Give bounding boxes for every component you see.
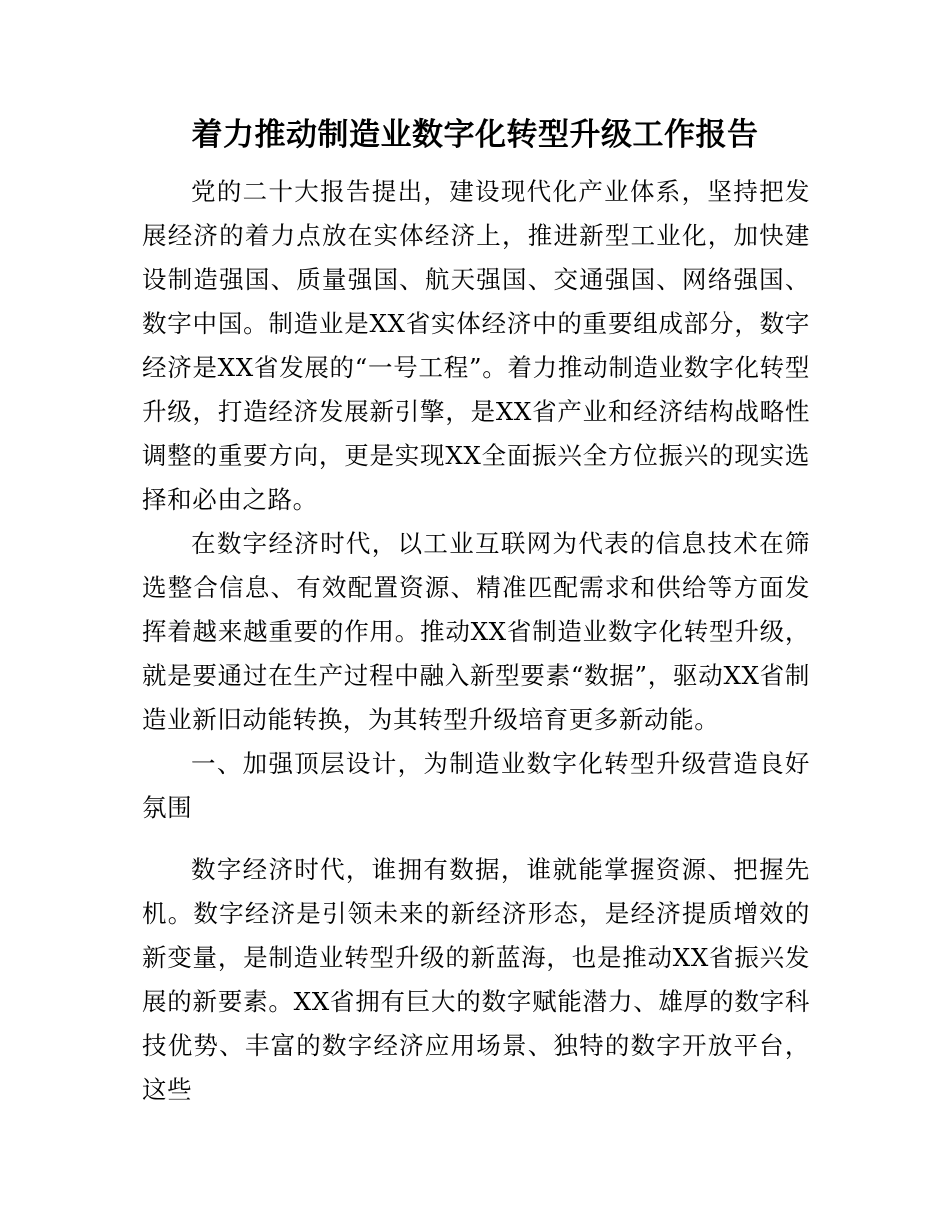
paragraph-data-resources: 数字经济时代，谁拥有数据，谁就能掌握资源、把握先机。数字经济是引领未来的新经济形态，是经济提质增效的新变量，是制造业转型升级的新蓝海，也是推动XX省振兴发展的新要素。XX省拥有巨大的数字赋能潜力、雄厚的数字科技优势、丰富的数字经济应用场景、独特的数字开放平台，这些 bbox=[142, 855, 810, 1104]
paragraph-intro: 党的二十大报告提出，建设现代化产业体系，坚持把发展经济的着力点放在实体经济上，推进新型工业化，加快建设制造强国、质量强国、航天强国、交通强国、网络强国、数字中国。制造业是XX省实体经济中的重要组成部分，数字经济是XX省发展的“一号工程”。着力推动制造业数字化转型升级，打造经济发展新引擎，是XX省产业和经济结构战略性调整的重要方向，更是实现XX全面振兴全方位振兴的现实选择和必由之路。 bbox=[142, 177, 810, 514]
section-heading-1: 一、加强顶层设计，为制造业数字化转型升级营造良好氛围 bbox=[142, 749, 810, 822]
paragraph-digital-era: 在数字经济时代，以工业互联网为代表的信息技术在筛选整合信息、有效配置资源、精准匹配需求和供给等方面发挥着越来越重要的作用。推动XX省制造业数字化转型升级，就是要通过在生产过程中融入新型要素“数据”，驱动XX省制造业新旧动能转换，为其转型升级培育更多新动能。 bbox=[142, 529, 810, 734]
document-title: 着力推动制造业数字化转型升级工作报告 bbox=[191, 117, 759, 153]
